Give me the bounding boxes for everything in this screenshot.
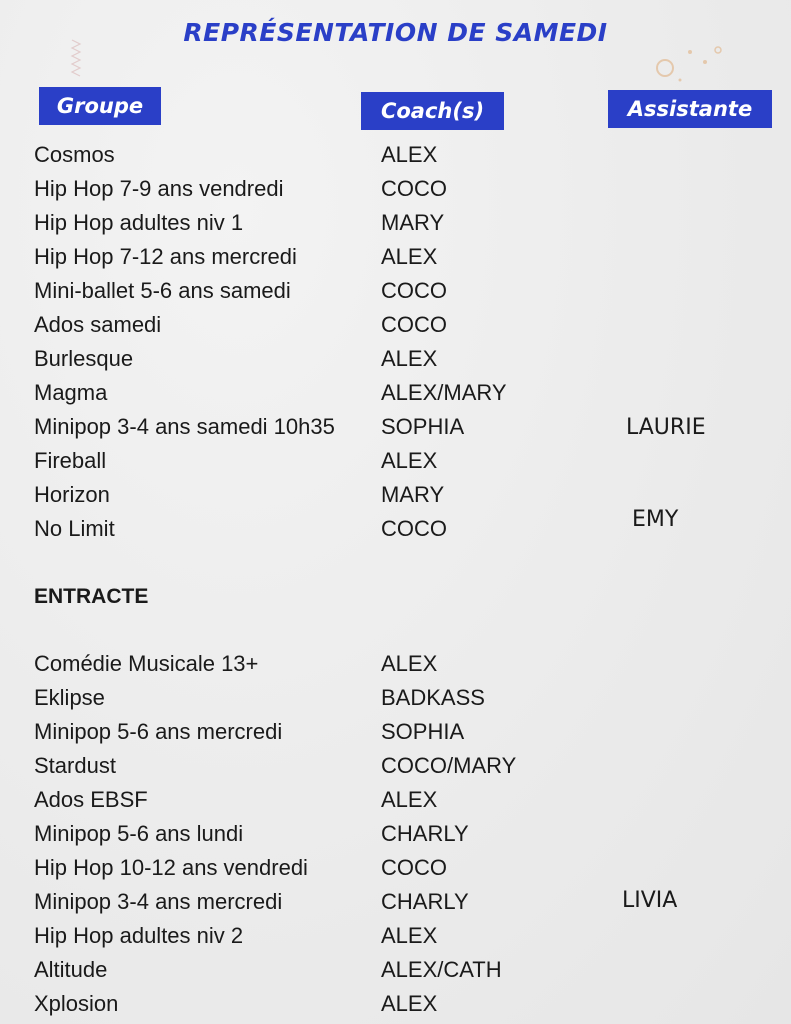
coach-name: SOPHIA bbox=[381, 719, 465, 744]
group-name: Magma bbox=[34, 380, 108, 405]
coach-name: CHARLY bbox=[381, 889, 469, 914]
table-row bbox=[0, 851, 791, 885]
group-name: Hip Hop adultes niv 1 bbox=[34, 210, 244, 235]
header-assistante: Assistante bbox=[608, 90, 772, 128]
group-name: Minipop 3-4 ans samedi 10h35 bbox=[34, 414, 335, 439]
table-row bbox=[0, 715, 791, 749]
table-row bbox=[0, 308, 791, 342]
group-name: Altitude bbox=[34, 957, 108, 982]
coach-name: ALEX bbox=[381, 244, 438, 269]
group-name: Ados EBSF bbox=[34, 787, 148, 812]
group-name: Stardust bbox=[34, 753, 116, 778]
assistant-emy: EMY bbox=[632, 507, 679, 532]
coach-name: COCO bbox=[381, 312, 447, 337]
group-name: No Limit bbox=[34, 516, 115, 541]
coach-name: ALEX bbox=[381, 651, 438, 676]
group-name: Fireball bbox=[34, 448, 107, 473]
coach-name: COCO/MARY bbox=[381, 753, 517, 778]
table-row bbox=[0, 783, 791, 817]
zigzag-decoration-icon bbox=[70, 36, 90, 81]
table-row bbox=[0, 240, 791, 274]
table-row bbox=[0, 953, 791, 987]
coach-name: BADKASS bbox=[381, 685, 485, 710]
table-row bbox=[0, 274, 791, 308]
coach-name: COCO bbox=[381, 516, 447, 541]
table-row bbox=[0, 138, 791, 172]
table-row bbox=[0, 206, 791, 240]
group-name: Hip Hop 7-9 ans vendredi bbox=[34, 176, 284, 201]
group-name: Xplosion bbox=[34, 991, 119, 1016]
coach-name: ALEX bbox=[381, 923, 438, 948]
group-name: Horizon bbox=[34, 482, 110, 507]
coach-name: CHARLY bbox=[381, 821, 469, 846]
table-row bbox=[0, 817, 791, 851]
table-row bbox=[0, 172, 791, 206]
intermission-label: ENTRACTE bbox=[34, 585, 149, 608]
group-name: Minipop 5-6 ans lundi bbox=[34, 821, 244, 846]
assistant-laurie: LAURIE bbox=[626, 415, 706, 440]
table-row bbox=[0, 919, 791, 953]
table-row bbox=[0, 342, 791, 376]
header-groupe: Groupe bbox=[39, 87, 161, 125]
header-coach: Coach(s) bbox=[361, 92, 504, 130]
coach-name: COCO bbox=[381, 176, 447, 201]
coach-name: ALEX bbox=[381, 787, 438, 812]
coach-name: SOPHIA bbox=[381, 414, 465, 439]
table-row bbox=[0, 444, 791, 478]
table-row bbox=[0, 681, 791, 715]
coach-name: ALEX bbox=[381, 346, 438, 371]
table-row bbox=[0, 749, 791, 783]
group-name: Hip Hop adultes niv 2 bbox=[34, 923, 244, 948]
coach-name: MARY bbox=[381, 210, 445, 235]
table-row bbox=[0, 647, 791, 681]
group-name: Mini-ballet 5-6 ans samedi bbox=[34, 278, 291, 303]
sparkle-decoration-icon bbox=[650, 40, 730, 90]
coach-name: ALEX/CATH bbox=[381, 957, 502, 982]
table-row bbox=[0, 376, 791, 410]
group-name: Minipop 5-6 ans mercredi bbox=[34, 719, 283, 744]
group-name: Burlesque bbox=[34, 346, 134, 371]
group-name: Ados samedi bbox=[34, 312, 162, 337]
group-name: Hip Hop 10-12 ans vendredi bbox=[34, 855, 308, 880]
coach-name: COCO bbox=[381, 855, 447, 880]
table-row bbox=[0, 987, 791, 1021]
group-name: Minipop 3-4 ans mercredi bbox=[34, 889, 283, 914]
coach-name: ALEX/MARY bbox=[381, 380, 507, 405]
coach-name: ALEX bbox=[381, 991, 438, 1016]
group-name: Eklipse bbox=[34, 685, 105, 710]
group-name: Hip Hop 7-12 ans mercredi bbox=[34, 244, 297, 269]
coach-name: ALEX bbox=[381, 448, 438, 473]
assistant-livia: LIVIA bbox=[622, 888, 678, 913]
group-name: Comédie Musicale 13+ bbox=[34, 651, 259, 676]
coach-name: COCO bbox=[381, 278, 447, 303]
group-name: Cosmos bbox=[34, 142, 115, 167]
page-title: REPRÉSENTATION DE SAMEDI bbox=[183, 18, 608, 47]
coach-name: MARY bbox=[381, 482, 445, 507]
coach-name: ALEX bbox=[381, 142, 438, 167]
